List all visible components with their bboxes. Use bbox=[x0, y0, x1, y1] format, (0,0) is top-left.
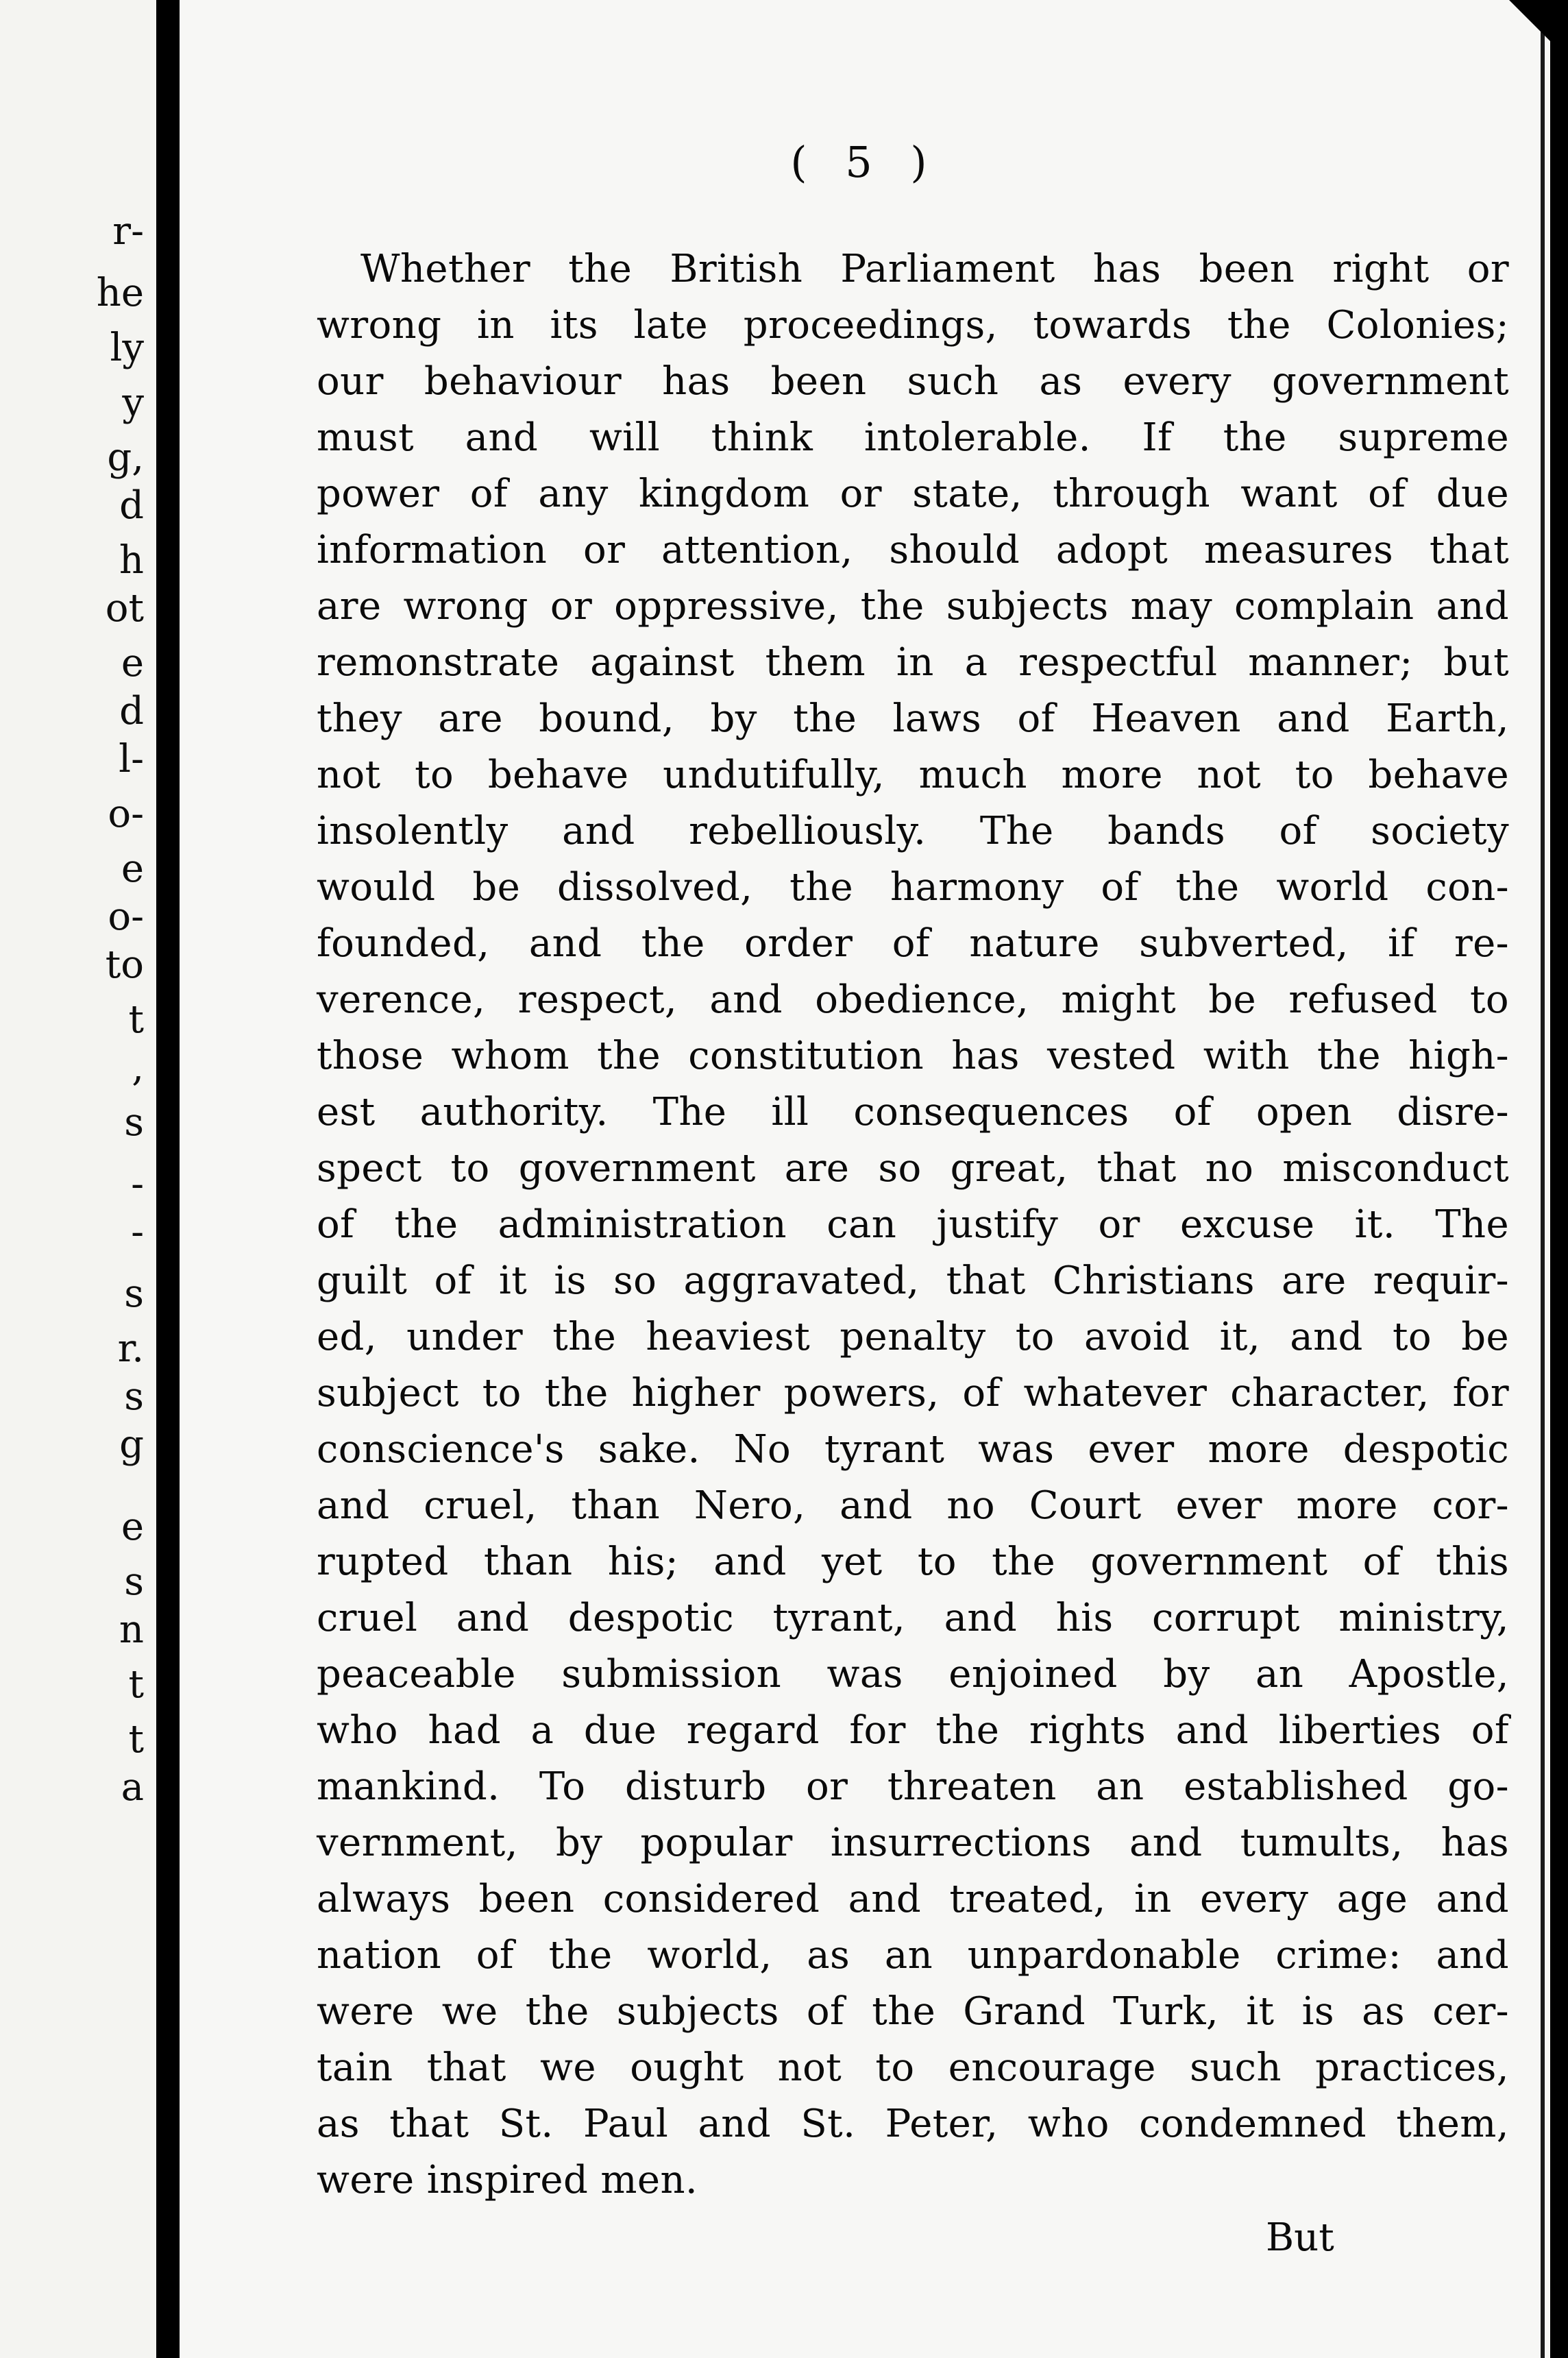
facing-page-text-fragment: t bbox=[128, 997, 144, 1042]
book-gutter bbox=[156, 0, 180, 2358]
text-line: ed, under the heaviest penalty to avoid it, and to be bbox=[317, 1315, 1509, 1359]
text-line: information or attention, should adopt measures that bbox=[317, 528, 1509, 572]
text-line: our behaviour has been such as every government bbox=[317, 359, 1509, 404]
text-line: wrong in its late proceedings, towards the Colonies; bbox=[317, 303, 1509, 348]
text-line: nation of the world, as an unpardonable crime: and bbox=[317, 1933, 1509, 1978]
facing-page-text-fragment: ly bbox=[110, 326, 144, 370]
text-line: must and will think intolerable. If the supreme bbox=[317, 415, 1509, 460]
facing-page-text-fragment: d bbox=[119, 689, 144, 733]
facing-page-text-fragment: ot bbox=[105, 586, 144, 631]
facing-page-text-fragment: he bbox=[96, 271, 144, 315]
facing-page-text-fragment: - bbox=[131, 1162, 144, 1206]
text-line: of the administration can justify or excuse it. The bbox=[317, 1202, 1509, 1247]
facing-page-text-fragment: e bbox=[121, 1505, 144, 1549]
facing-page-text-fragment: e bbox=[121, 847, 144, 891]
text-line: tain that we ought not to encourage such practices, bbox=[317, 2045, 1509, 2090]
facing-page-text-fragment: r. bbox=[117, 1326, 144, 1371]
facing-page-text-fragment: s bbox=[124, 1374, 144, 1419]
text-line: they are bound, by the laws of Heaven and Earth, bbox=[317, 696, 1509, 741]
facing-page-text-fragment: t bbox=[128, 1717, 144, 1762]
facing-page-text-fragment: - bbox=[131, 1210, 144, 1254]
facing-page-fragment bbox=[0, 0, 156, 2358]
facing-page-text-fragment: s bbox=[124, 1559, 144, 1604]
facing-page-text-fragment: t bbox=[128, 1662, 144, 1707]
text-line: not to behave undutifully, much more not to behave bbox=[317, 753, 1509, 797]
text-line: vernment, by popular insurrections and tumults, has bbox=[317, 1821, 1509, 1865]
facing-page-text-fragment: , bbox=[132, 1045, 144, 1090]
text-line: verence, respect, and obedience, might be refused to bbox=[317, 977, 1509, 1022]
facing-page-text-fragment: to bbox=[105, 943, 144, 987]
text-line: spect to government are so great, that no misconduct bbox=[317, 1146, 1509, 1191]
book-page bbox=[180, 0, 1550, 2358]
text-line: insolently and rebelliously. The bands of society bbox=[317, 809, 1509, 853]
text-line: peaceable submission was enjoined by an Apostle, bbox=[317, 1652, 1509, 1697]
text-line: conscience's sake. No tyrant was ever more despotic bbox=[317, 1427, 1509, 1472]
text-line: mankind. To disturb or threaten an established go- bbox=[317, 1764, 1509, 1809]
text-line: remonstrate against them in a respectful manner; but bbox=[317, 640, 1509, 685]
text-line: were inspired men. bbox=[317, 2158, 698, 2202]
facing-page-text-fragment: g bbox=[119, 1422, 144, 1467]
facing-page-text-fragment: r- bbox=[112, 209, 144, 254]
text-line: who had a due regard for the rights and liberties of bbox=[317, 1708, 1509, 1753]
facing-page-text-fragment: a bbox=[121, 1765, 144, 1810]
catchword: But bbox=[1266, 2215, 1334, 2260]
text-line: cruel and despotic tyrant, and his corrupt ministry, bbox=[317, 1596, 1509, 1640]
facing-page-text-fragment: h bbox=[119, 538, 144, 583]
text-line: are wrong or oppressive, the subjects may complain and bbox=[317, 584, 1509, 629]
facing-page-text-fragment: o- bbox=[108, 895, 144, 939]
facing-page-text-fragment: o- bbox=[108, 792, 144, 836]
text-line: always been considered and treated, in every age and bbox=[317, 1877, 1509, 1921]
facing-page-text-fragment: e bbox=[121, 641, 144, 685]
text-line: would be dissolved, the harmony of the world con- bbox=[317, 865, 1509, 910]
page-number: ( 5 ) bbox=[790, 137, 940, 187]
text-line: founded, and the order of nature subverted, if re- bbox=[317, 921, 1509, 966]
text-line: Whether the British Parliament has been right or bbox=[360, 247, 1509, 291]
facing-page-text-fragment: n bbox=[119, 1607, 144, 1652]
text-line: those whom the constitution has vested with the high- bbox=[317, 1034, 1509, 1078]
text-line: were we the subjects of the Grand Turk, it is as cer- bbox=[317, 1989, 1509, 2034]
facing-page-text-fragment: y bbox=[122, 380, 144, 425]
facing-page-text-fragment: l- bbox=[119, 737, 144, 781]
text-line: rupted than his; and yet to the government of this bbox=[317, 1540, 1509, 1584]
text-line: est authority. The ill consequences of open disre- bbox=[317, 1090, 1509, 1134]
facing-page-text-fragment: g, bbox=[107, 435, 144, 480]
text-line: and cruel, than Nero, and no Court ever more cor- bbox=[317, 1483, 1509, 1528]
text-line: subject to the higher powers, of whatever character, for bbox=[317, 1371, 1509, 1415]
body-text bbox=[317, 241, 1509, 2209]
text-line: as that St. Paul and St. Peter, who condemned them, bbox=[317, 2102, 1509, 2146]
text-line: power of any kingdom or state, through want of due bbox=[317, 472, 1509, 516]
facing-page-text-fragment: s bbox=[124, 1272, 144, 1316]
text-line: guilt of it is so aggravated, that Christians are requir- bbox=[317, 1259, 1509, 1303]
facing-page-text-fragment: s bbox=[124, 1100, 144, 1145]
facing-page-text-fragment: d bbox=[119, 483, 144, 528]
